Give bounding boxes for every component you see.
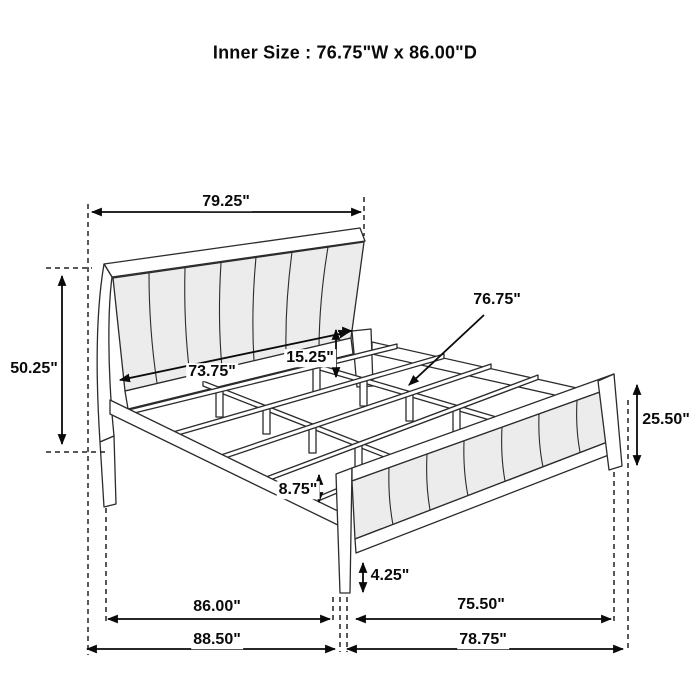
diagram-title: Inner Size : 76.75"W x 86.00"D: [212, 42, 478, 63]
dim-label-footboard-inner-width: 75.50": [457, 596, 505, 614]
dim-label-headboard-height: 50.25": [10, 360, 58, 378]
dim-label-headboard-inner-width: 73.75": [188, 363, 236, 381]
dim-label-rail-inner-length: 86.00": [193, 598, 241, 616]
dim-label-footboard-leg-height: 4.25": [370, 567, 410, 585]
dim-label-overall-length: 88.50": [193, 631, 241, 649]
dim-label-slat-leg-height: 8.75": [278, 481, 318, 499]
dim-label-footboard-height: 25.50": [642, 411, 690, 429]
dim-label-headboard-leg-height: 15.25": [286, 349, 334, 367]
headboard-left-leg: [100, 436, 116, 507]
dim-label-slat-length: 76.75": [473, 291, 521, 309]
dim-label-footboard-width: 78.75": [459, 631, 507, 649]
dim-label-headboard-width: 79.25": [202, 193, 250, 211]
